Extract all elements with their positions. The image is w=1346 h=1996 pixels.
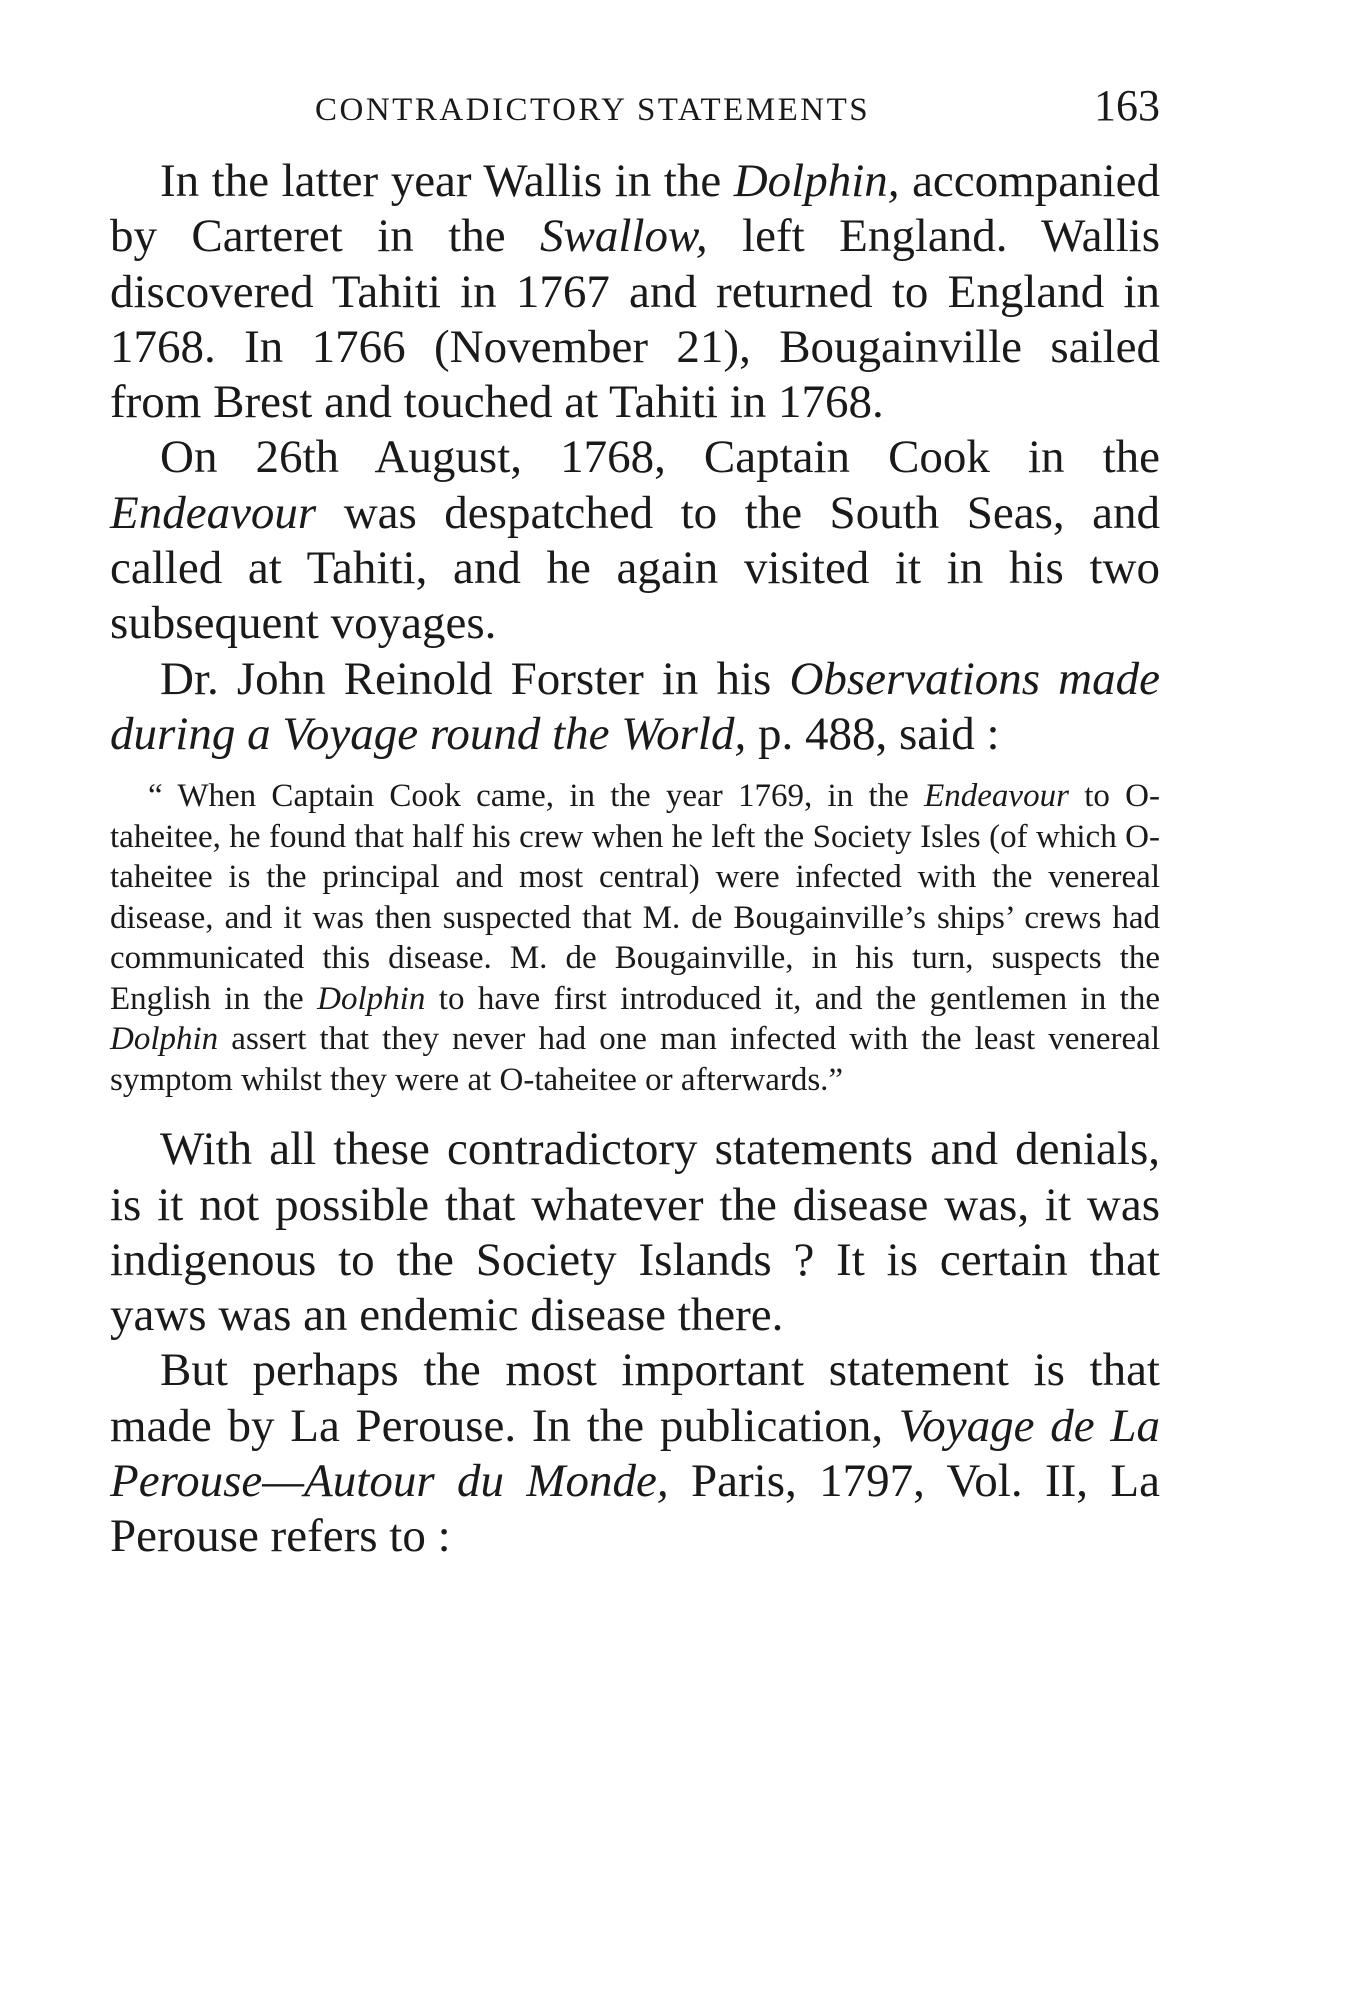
book-page [110, 80, 1160, 1565]
paragraph-1-text-e: left England. Wallis discovered Tahiti in 1767 and returned to England in 1768. In 1766 (November 21), Bougainville sailed from Brest and touched at Tahiti in 1768. [110, 210, 1160, 429]
quote-text-e: to have first introduced it, and the gentlemen in the [425, 980, 1160, 1017]
quote-text-c: to O-taheitee, he found that half his crew when he left the Society Isles (of which O-taheitee is the principal and most central) were infected with the venereal disease, and it was then suspected that M. de Bougainville’s ships’ crews had communicated this disease. M. de Bougainville, in his turn, suspects the English in the [110, 778, 1161, 1017]
paragraph-5-text-a: But perhaps the most important statement is that made by La Perouse. In the publication, [110, 1344, 1160, 1452]
paragraph-4 [110, 1122, 1160, 1343]
paragraph-1 [110, 154, 1160, 430]
paragraph-3 [110, 652, 1160, 763]
paragraph-2-text-c: was despatched to the South Seas, and called at Tahiti, and he again visited it in his two subsequent voyages. [110, 486, 1160, 650]
ship-name-dolphin: Dolphin, [733, 155, 900, 207]
quote-text-g: assert that they never had one man infected with the least venereal symptom whilst they were at O-taheitee or afterwards.” [110, 1021, 1160, 1098]
quote-ship-dolphin-2: Dolphin [110, 1021, 219, 1058]
paragraph-1-text-c: accompanied by Carteret in the [110, 155, 1160, 263]
paragraph-3-text-a: Dr. John Reinold Forster in his [160, 652, 790, 705]
paragraph-3-text-c: p. 488, said : [746, 707, 1000, 760]
quote-ship-endeavour: Endeavour [924, 778, 1069, 815]
paragraph-5-text-c: Paris, 1797, Vol. II, La Perouse refers to : [110, 1455, 1160, 1563]
running-head-title: CONTRADICTORY STATEMENTS [315, 92, 871, 128]
paragraph-4-text-a: With all these contradictory statements and denials, is it not possible that whatever the disease was, it was indigenous to the Society Islands ? It is certain that yaws was an endemic disease there. [110, 1123, 1160, 1342]
quote-ship-dolphin-1: Dolphin [317, 980, 426, 1017]
book-title-voyage-de-la-perouse: Voyage de La Perouse—Autour du Monde, [110, 1399, 1160, 1508]
ship-name-endeavour: Endeavour [110, 486, 317, 539]
page-number: 163 [1094, 81, 1160, 130]
body-text [110, 154, 1160, 1565]
quote-text-a: “ When Captain Cook came, in the year 1769, in the [148, 778, 925, 815]
block-quote [110, 776, 1160, 1100]
ship-name-swallow: Swallow, [540, 210, 708, 263]
paragraph-1-text-a: In the latter year Wallis in the [160, 155, 734, 207]
paragraph-2 [110, 430, 1160, 651]
running-head [110, 80, 1160, 150]
paragraph-2-text-a: On 26th August, 1768, Captain Cook in the [160, 431, 1160, 484]
paragraph-5 [110, 1343, 1160, 1564]
book-title-observations: Observations made during a Voyage round the World, [110, 652, 1160, 760]
